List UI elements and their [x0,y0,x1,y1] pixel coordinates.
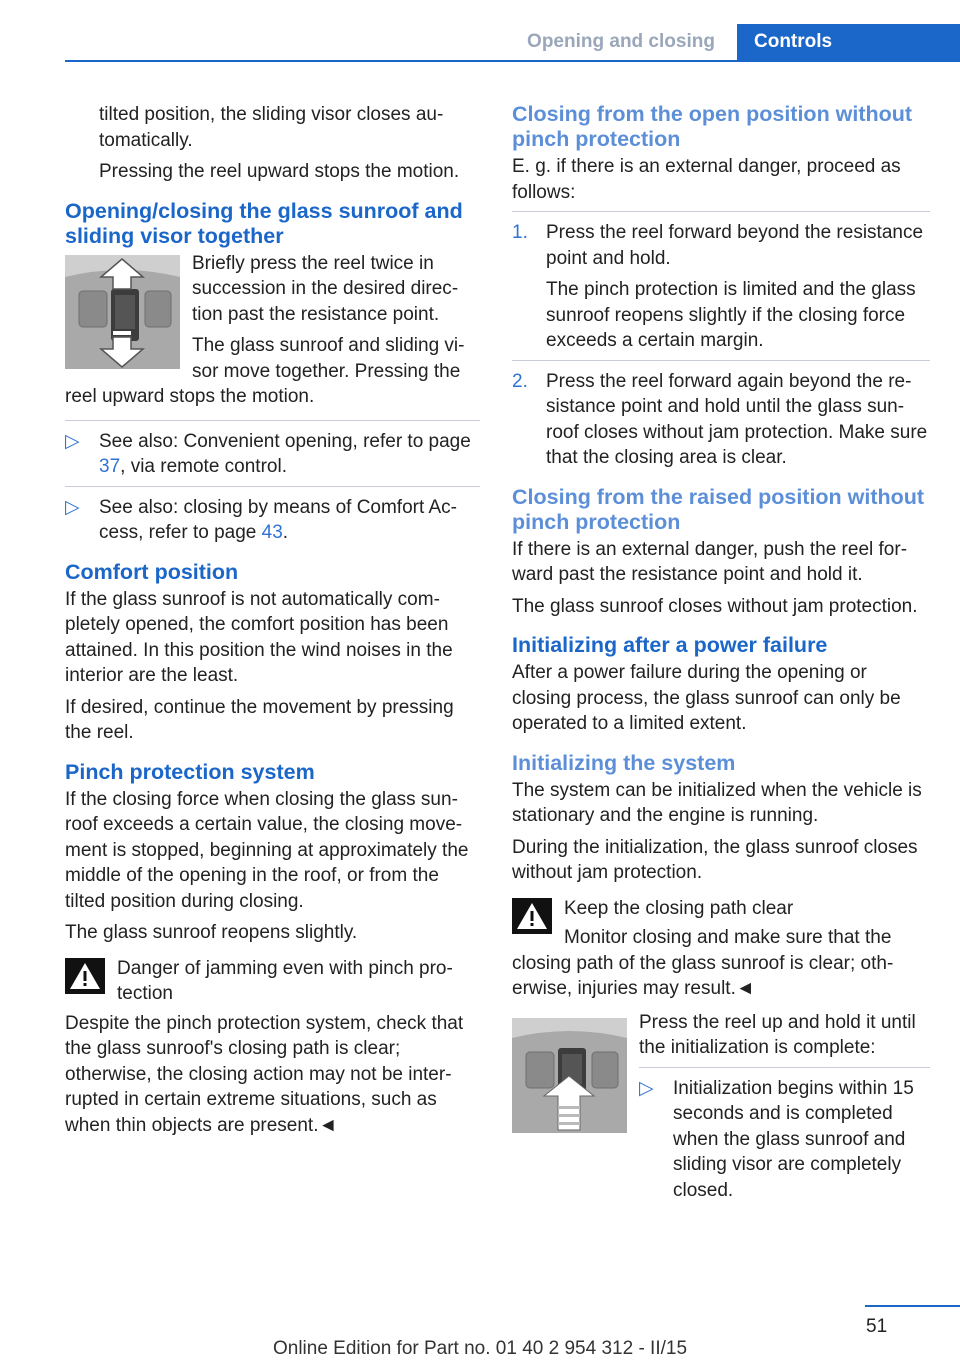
page-link-43[interactable]: 43 [261,522,283,543]
paragraph: After a power failure during the opening or closing process, the glass sunroof can only be operated to a limited extent. [512,662,901,734]
edition-footer: Online Edition for Part no. 01 40 2 954 312 - II/15 [272,1338,688,1359]
list-item [512,211,930,354]
list-item-text: . [282,522,289,543]
heading-close-raised-position: Closing from the raised position without pinch protection [512,484,925,534]
heading-comfort-position: Comfort position [65,559,239,584]
paragraph: Press the reel up and hold it until the initialization is complete: [639,1011,916,1058]
paragraph: Pressing the reel upward stops the motion. [99,161,460,182]
step-text: Press the reel forward again beyond the resistance point and hold until the glass sunroof closes without jam protection. Make sure that the closing area is clear. [546,370,928,468]
list-item [512,360,930,471]
triangle-bullet-icon: ▷ [65,496,80,518]
right-column [512,102,930,1209]
reel-twice-image [65,255,180,369]
header-chapter-tab: Controls [737,24,960,60]
warning-icon [65,958,105,994]
list-item-text: See also: closing by means of Comfort Access, refer to page [99,496,457,543]
step-number: 1. [512,222,528,243]
page-link-37[interactable]: 37 [99,456,121,477]
step-number: 2. [512,370,528,392]
see-also-list [65,420,480,546]
warning-block [512,896,930,1002]
paragraph: The glass sunroof and sliding visor move together. Pressing the reel upward stops the motion. [65,335,465,407]
warning-block [65,956,480,1139]
heading-open-close-together: Opening/closing the glass sunroof and sliding visor together [65,198,463,248]
left-column [65,102,480,1144]
init-list [639,1067,930,1204]
warning-body: Despite the pinch protection system, check that the glass sunroof's closing path is clear; otherwise, the closing action may not be interrupted in certain extreme situations, such as when thin objects are present.◄ [65,1012,464,1136]
steps-list [512,211,930,471]
list-item [65,486,480,546]
triangle-bullet-icon: ▷ [65,430,80,452]
reel-up-image [512,1018,627,1133]
warning-title: Keep the closing path clear [564,897,794,919]
triangle-bullet-icon: ▷ [639,1077,654,1099]
heading-pinch-protection: Pinch protection system [65,759,315,784]
paragraph: If the glass sunroof is not automatically completely opened, the comfort position has been attained. In this position the wind noises in the interior are the least. [65,588,453,686]
footer-rule [865,1305,960,1307]
heading-close-open-position: Closing from the open position without pinch protection [512,102,913,151]
paragraph: During the initialization, the glass sunroof closes without jam protection. [512,836,918,883]
warning-body: Monitor closing and make sure that the closing path of the glass sunroof is clear; otherwise, injuries may result.◄ [512,927,894,999]
list-item-text: See also: Convenient opening, refer to page [99,430,471,452]
paragraph: E. g. if there is an external danger, proceed as follows: [512,156,901,203]
list-item [639,1067,930,1204]
warning-icon [512,898,552,934]
step-text: Press the reel forward beyond the resistance point and hold. [546,222,924,269]
paragraph: Briefly press the reel twice in succession in the desired direction past the resistance point. [192,252,459,325]
paragraph: The system can be initialized when the vehicle is stationary and the engine is running. [512,779,922,826]
step-text: The pinch protection is limited and the glass sunroof reopens slightly if the closing force exceeds a certain margin. [546,279,916,351]
paragraph: The glass sunroof reopens slightly. [65,922,358,943]
paragraph: If the closing force when closing the glass sunroof exceeds a certain value, the closing movement is stopped, beginning at approximately the middle of the opening in the roof, or from the tilted position during closing. [65,788,469,912]
paragraph: If there is an external danger, push the reel forward past the resistance point and hold it. [512,538,908,585]
paragraph: tilted position, the sliding visor closes automatically. [99,104,444,151]
paragraph: If desired, continue the movement by pressing the reel. [65,696,454,743]
header-rule [65,60,960,62]
list-item-text: Initialization begins within 15 seconds and is completed when the glass sunroof and sliding visor are completely closed. [673,1077,914,1201]
heading-initializing-system: Initializing the system [512,750,736,775]
heading-power-failure: Initializing after a power failure [512,633,828,657]
header-section-title: Opening and closing [527,31,715,52]
warning-title: Danger of jamming even with pinch protection [117,957,453,1004]
list-item [65,420,480,480]
paragraph: The glass sunroof closes without jam protection. [512,595,918,617]
page-number: 51 [866,1316,888,1337]
list-item-text: , via remote control. [120,456,287,477]
